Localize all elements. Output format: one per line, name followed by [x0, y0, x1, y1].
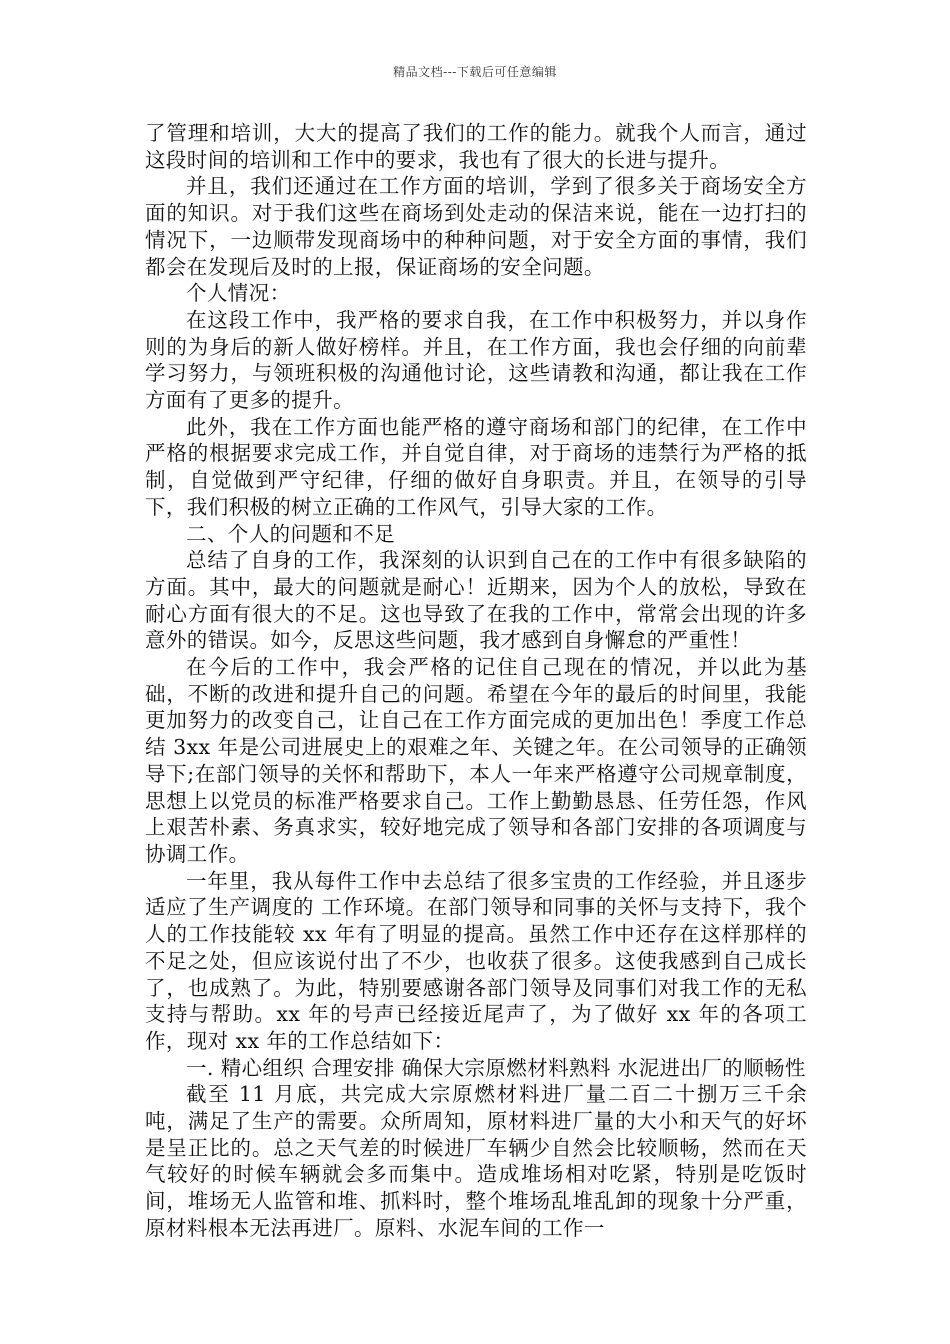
paragraph: 一年里，我从每件工作中去总结了很多宝贵的工作经验，并且逐步适应了生产调度的 工作环境。在部门领导和同事的关怀与支持下，我个人的工作技能较 xx 年有了明显的提高。虽然工作中还存在这样那样的不足之处，但应该说付出了不少，也收获了很多。这使我感到自己成长了，也成熟了。为此，特别要感谢各部门领导及同事们对我工作的无私支持与帮助。xx 年的号声已经接近尾声了，为了做好 xx 年的各项工作，现对 xx 年的工作总结如下：: [145, 868, 807, 1053]
paragraph: 总结了自身的工作，我深刻的认识到自己在的工作中有很多缺陷的方面。其中，最大的问题就是耐心！近期来，因为个人的放松，导致在耐心方面有很大的不足。这也导致了在我的工作中，常常会出现的许多意外的错误。如今，反思这些问题，我才感到自身懈怠的严重性！: [145, 548, 807, 653]
section-heading: 个人情况：: [186, 281, 291, 306]
paragraph: 了管理和培训，大大的提高了我们的工作的能力。就我个人而言，通过这段时间的培训和工作中的要求，我也有了很大的长进与提升。: [145, 121, 807, 172]
paragraph: 并且，我们还通过在工作方面的培训，学到了很多关于商场安全方面的知识。对于我们这些在商场到处走动的保洁来说，能在一边打扫的情况下，一边顺带发现商场中的种种问题，对于安全方面的事情，我们都会在发现后及时的上报，保证商场的安全问题。: [145, 174, 807, 279]
section-heading: 一. 精心组织 合理安排 确保大宗原燃材料熟料 水泥进出厂的顺畅性: [186, 1055, 806, 1080]
paragraph: 在这段工作中，我严格的要求自我，在工作中积极努力，并以身作则的为身后的新人做好榜样。并且，在工作方面，我也会仔细的向前辈学习努力，与领班积极的沟通他讨论，这些请教和沟通，都让我在工作方面有了更多的提升。: [145, 307, 807, 413]
page-header: 精品文档---下载后可任意编辑: [393, 65, 557, 79]
section-heading: 二、个人的问题和不足: [186, 521, 395, 546]
paragraph: 此外，我在工作方面也能严格的遵守商场和部门的纪律，在工作中严格的根据要求完成工作，并自觉自律，对于商场的违禁行为严格的抵制，自觉做到严守纪律，仔细的做好自身职责。并且，在领导的引导下，我们积极的树立正确的工作风气，引导大家的工作。: [145, 414, 807, 519]
paragraph: 截至 11 月底，共完成大宗原燃材料进厂量二百二十捌万三千余吨，满足了生产的需要。众所周知，原材料进厂量的大小和天气的好坏是呈正比的。总之天气差的时候进厂车辆少自然会比较顺畅，然而在天气较好的时候车辆就会多而集中。造成堆场相对吃紧，特别是吃饭时间，堆场无人监管和堆、抓料时，整个堆场乱堆乱卸的现象十分严重，原材料根本无法再进厂。原料、水泥车间的工作一: [145, 1082, 807, 1240]
document-body: [145, 120, 807, 1242]
paragraph: 在今后的工作中，我会严格的记住自己现在的情况，并以此为基础，不断的改进和提升自己的问题。希望在今年的最后的时间里，我能更加努力的改变自己，让自己在工作方面完成的更加出色！季度工作总结 3xx 年是公司进展史上的艰难之年、关键之年。在公司领导的正确领导下;在部门领导的关怀和帮助下，本人一年来严格遵守公司规章制度，思想上以党员的标准严格要求自己。工作上勤勤恳恳、任劳任怨，作风上艰苦朴素、务真求实，较好地完成了领导和各部门安排的各项调度与协调工作。: [145, 655, 807, 866]
